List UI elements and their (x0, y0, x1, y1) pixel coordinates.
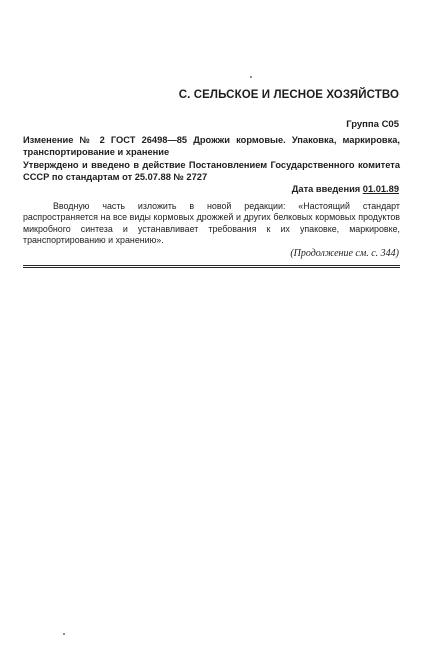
section-title: С. СЕЛЬСКОЕ И ЛЕСНОЕ ХОЗЯЙСТВО (178, 89, 399, 101)
body-paragraph: Вводную часть изложить в новой редакции: «Настоящий стандарт распространяется на все виды кормовых дрожжей и других белковых кормовых продуктов микробного синтеза и устанавливает требования к их упаковке, маркировке, транспортированию и хранению». (23, 201, 400, 245)
effective-date-label: Дата введения (291, 184, 361, 194)
group-code: Группа С05 (346, 119, 399, 130)
continuation-note: (Продолжение см. с. 344) (290, 248, 399, 259)
scan-speck (63, 633, 65, 635)
divider-line (23, 267, 400, 268)
divider-line (23, 265, 400, 266)
effective-date (292, 184, 399, 194)
change-heading: Изменение № 2 ГОСТ 26498—85 Дрожжи кормовые. Упаковка, маркировка, транспортирование и хранение (23, 135, 400, 157)
effective-date-value: 01.01.89 (362, 184, 399, 194)
approval-statement: Утверждено и введено в действие Постановлением Государственного комитета СССР по стандартам от 25.07.88 № 2727 (23, 160, 400, 182)
scan-speck (250, 76, 252, 78)
